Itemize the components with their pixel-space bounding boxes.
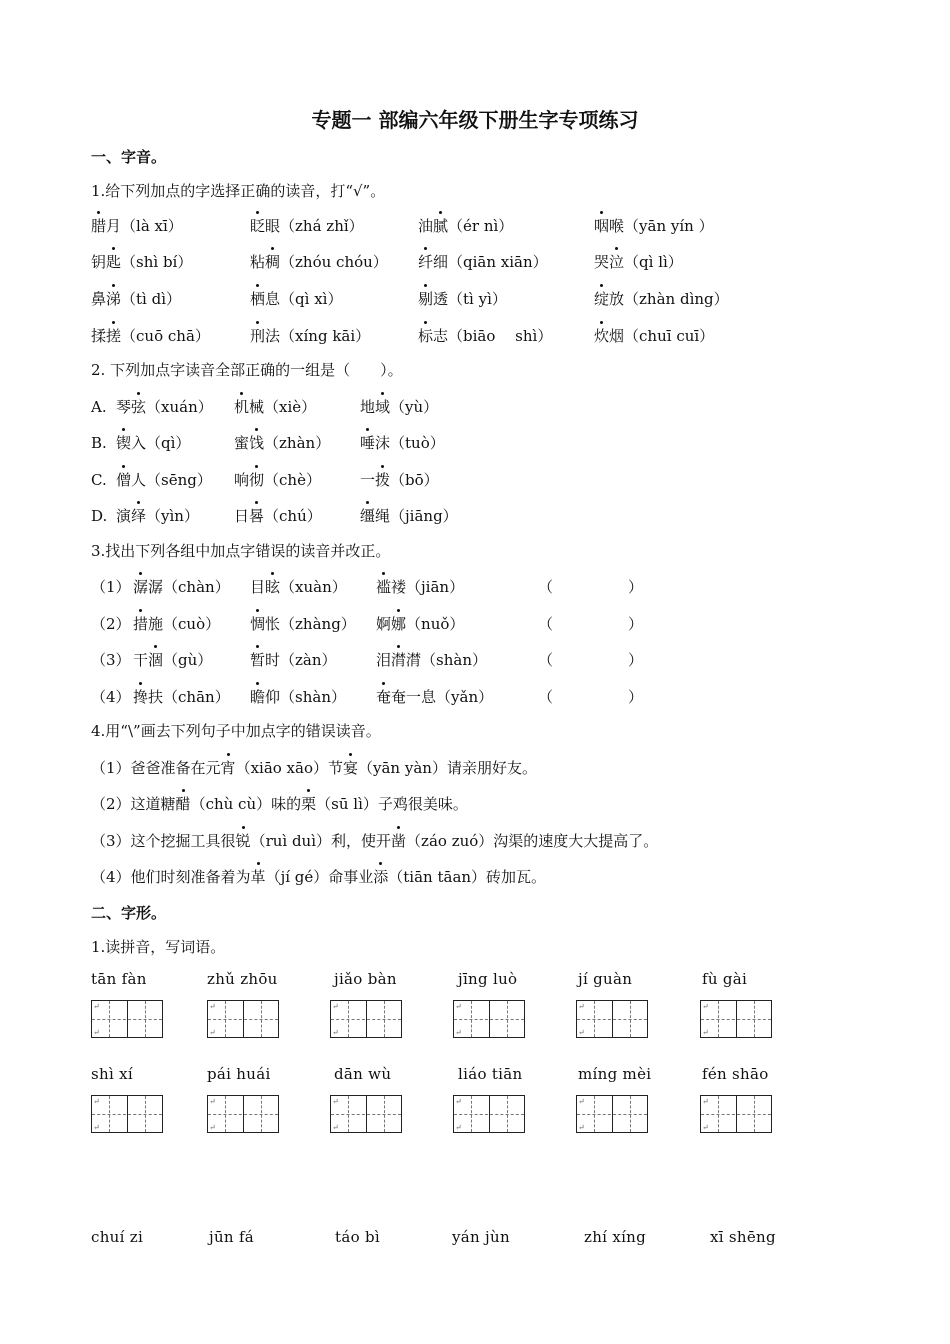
- sentence-text: （2）这道糖: [91, 795, 176, 813]
- option-label: A.: [91, 398, 107, 416]
- option-word: [116, 397, 213, 417]
- pinyin-prompt: tān fàn: [91, 970, 147, 988]
- word-text: 演: [116, 507, 132, 525]
- dotted-character: 栗: [301, 795, 317, 813]
- sentence-text: （4）他们时刻准备着为: [91, 868, 251, 886]
- word-text: 潸: [406, 651, 422, 669]
- sentence: [91, 758, 537, 778]
- pinyin-prompt: míng mèi: [578, 1065, 652, 1083]
- pinyin-options: （shàn）: [421, 651, 488, 669]
- pinyin-options: （tì dì）: [121, 290, 182, 308]
- answer-blank: （ ）: [538, 615, 644, 633]
- pinyin-prompt: chuí zi: [91, 1228, 144, 1246]
- word-text: 潺: [148, 578, 164, 596]
- word-text: 钥: [91, 253, 107, 271]
- pinyin-options: （gù）: [163, 651, 213, 669]
- correction-word: [133, 650, 212, 670]
- question-prompt: 4.用“\”画去下列句子中加点字的错误读音。: [91, 722, 381, 740]
- dotted-character: 眩: [265, 578, 281, 596]
- dotted-character: 凿: [391, 832, 407, 850]
- option-word: [234, 433, 330, 453]
- pinyin-prompt: liáo tiān: [458, 1065, 523, 1083]
- dotted-character: 涸: [148, 651, 164, 669]
- pinyin-prompt: jí guàn: [578, 970, 633, 988]
- dotted-character: 绎: [131, 507, 147, 525]
- dotted-character: 剔: [418, 290, 434, 308]
- pinyin-prompt: fù gài: [702, 970, 748, 988]
- answer-blank: （ ）: [538, 688, 644, 706]
- dotted-character: 惆: [250, 615, 266, 633]
- pinyin-prompt: jīng luò: [458, 970, 518, 988]
- return-mark: ↵: [93, 1002, 100, 1011]
- question-prompt: 3.找出下列各组中加点字错误的读音并改正。: [91, 542, 391, 560]
- sentence-text: （ruì duì）利，使开: [250, 832, 392, 850]
- item-number: （4）: [91, 688, 131, 706]
- pinyin-prompt: yán jùn: [452, 1228, 510, 1246]
- pinyin-options: （shì bí）: [121, 253, 193, 271]
- dotted-character: 锲: [116, 434, 132, 452]
- pinyin-options: （chú）: [264, 507, 322, 525]
- dotted-character: 僧: [116, 471, 132, 489]
- word-text: 揉: [91, 327, 107, 345]
- word-text: 法: [265, 327, 281, 345]
- pinyin-options: （qì）: [146, 434, 191, 452]
- word-text: 放: [609, 290, 625, 308]
- dotted-character: 革: [250, 868, 266, 886]
- word-text: 志: [433, 327, 449, 345]
- correction-word: [133, 577, 230, 597]
- pinyin-prompt: zhǔ zhōu: [207, 970, 278, 988]
- sentence-text: （xiāo xāo）节: [235, 759, 343, 777]
- return-mark: ↵: [702, 1097, 709, 1106]
- dotted-character: 腊: [91, 217, 107, 235]
- sentence: [91, 831, 658, 851]
- word-text: 日: [234, 507, 250, 525]
- grid-line: [454, 1114, 524, 1115]
- writing-grid[interactable]: [453, 1095, 525, 1133]
- grid-line: [701, 1114, 771, 1115]
- word-text: 响: [234, 471, 250, 489]
- word-text: 哭: [594, 253, 610, 271]
- word-text: 透: [433, 290, 449, 308]
- option-word: [360, 433, 445, 453]
- word-text: 怅: [265, 615, 281, 633]
- dotted-character: 绽: [594, 290, 610, 308]
- return-mark: ↵: [93, 1097, 100, 1106]
- dotted-character: 饯: [249, 434, 265, 452]
- word-text: 沫: [375, 434, 391, 452]
- option-word: [234, 470, 321, 490]
- word-text: 泪: [376, 651, 392, 669]
- dotted-character: 搀: [133, 688, 149, 706]
- writing-grid[interactable]: [700, 1095, 772, 1133]
- correction-word: [133, 687, 230, 707]
- dotted-character: 醋: [175, 795, 191, 813]
- correction-word: [376, 577, 464, 597]
- return-mark: ↵: [578, 1028, 585, 1037]
- writing-grid[interactable]: [453, 1000, 525, 1038]
- dotted-character: 腻: [433, 217, 449, 235]
- reading-choice-item: [594, 289, 729, 309]
- pinyin-options: （chān）: [163, 688, 230, 706]
- dotted-character: 弦: [131, 398, 147, 416]
- word-text: 琴: [116, 398, 132, 416]
- word-text: 喉: [609, 217, 625, 235]
- grid-line: [208, 1019, 278, 1020]
- pinyin-options: （zhóu chóu）: [280, 253, 388, 271]
- pinyin-options: （yān yín ）: [624, 217, 714, 235]
- writing-grid[interactable]: [207, 1095, 279, 1133]
- section-heading: 一、字音。: [91, 148, 167, 166]
- dotted-character: 匙: [106, 253, 122, 271]
- correction-word: [250, 687, 346, 707]
- reading-choice-item: [91, 289, 181, 309]
- question-prompt: 1.给下列加点的字选择正确的读音，打“√”。: [91, 182, 386, 200]
- pinyin-options: （xíng kāi）: [280, 327, 371, 345]
- item-number: （3）: [91, 651, 131, 669]
- dotted-character: 标: [418, 327, 434, 345]
- correction-word: [376, 687, 493, 707]
- writing-grid[interactable]: [91, 1095, 163, 1133]
- pinyin-options: （tuò）: [390, 434, 445, 452]
- dotted-character: 泣: [609, 253, 625, 271]
- reading-choice-item: [418, 252, 548, 272]
- pinyin-prompt: jūn fá: [209, 1228, 255, 1246]
- option-word: [234, 397, 316, 417]
- grid-line: [92, 1019, 162, 1020]
- pinyin-options: （biāo shì）: [448, 327, 553, 345]
- word-text: 干: [133, 651, 149, 669]
- dotted-character: 潸: [391, 651, 407, 669]
- return-mark: ↵: [209, 1123, 216, 1132]
- answer-blank: （ ）: [538, 651, 644, 669]
- dotted-character: 纤: [418, 253, 434, 271]
- word-text: 奄一息: [391, 688, 437, 706]
- word-text: 械: [249, 398, 265, 416]
- sentence: [91, 867, 546, 887]
- sentence: [91, 794, 468, 814]
- pinyin-options: （là xī）: [121, 217, 183, 235]
- word-text: 褛: [391, 578, 407, 596]
- reading-choice-item: [594, 326, 714, 346]
- dotted-character: 潺: [133, 578, 149, 596]
- return-mark: ↵: [455, 1028, 462, 1037]
- reading-choice-item: [594, 216, 714, 236]
- sentence-text: （yān yàn）请亲朋好友。: [358, 759, 537, 777]
- word-text: 婀: [376, 615, 392, 633]
- pinyin-options: （cuō chā）: [121, 327, 210, 345]
- word-text: 一: [360, 471, 376, 489]
- dotted-character: 眨: [250, 217, 266, 235]
- pinyin-options: （qiān xiān）: [448, 253, 548, 271]
- sentence-text: （záo zuó）沟渠的速度大大提高了。: [406, 832, 659, 850]
- word-text: 鼻: [91, 290, 107, 308]
- return-mark: ↵: [702, 1002, 709, 1011]
- writing-grid[interactable]: [700, 1000, 772, 1038]
- dotted-character: 涕: [106, 290, 122, 308]
- pinyin-options: （chuī cuī）: [624, 327, 715, 345]
- grid-line: [701, 1019, 771, 1020]
- reading-choice-item: [594, 252, 683, 272]
- dotted-character: 褴: [376, 578, 392, 596]
- dotted-character: 栖: [250, 290, 266, 308]
- grid-line: [331, 1114, 401, 1115]
- option-label: D.: [91, 507, 108, 525]
- pinyin-options: （chàn）: [163, 578, 230, 596]
- grid-line: [208, 1114, 278, 1115]
- pinyin-options: （chè）: [264, 471, 321, 489]
- return-mark: ↵: [332, 1123, 339, 1132]
- writing-grid[interactable]: [207, 1000, 279, 1038]
- return-mark: ↵: [93, 1123, 100, 1132]
- dotted-character: 搓: [106, 327, 122, 345]
- pinyin-options: （qì lì）: [624, 253, 683, 271]
- word-text: 蜜: [234, 434, 250, 452]
- dotted-character: 奄: [376, 688, 392, 706]
- dotted-character: 措: [133, 615, 149, 633]
- item-number: （1）: [91, 578, 131, 596]
- return-mark: ↵: [578, 1123, 585, 1132]
- pinyin-options: （ér nì）: [448, 217, 514, 235]
- reading-choice-item: [91, 326, 210, 346]
- dotted-character: 暂: [250, 651, 266, 669]
- sentence-text: （1）爸爸准备在元: [91, 759, 221, 777]
- return-mark: ↵: [209, 1028, 216, 1037]
- word-text: 目: [250, 578, 266, 596]
- writing-grid[interactable]: [330, 1000, 402, 1038]
- pinyin-prompt: zhí xíng: [584, 1228, 647, 1246]
- return-mark: ↵: [455, 1123, 462, 1132]
- dotted-character: 彻: [249, 471, 265, 489]
- word-text: 扶: [148, 688, 164, 706]
- pinyin-prompt: jiǎo bàn: [334, 970, 397, 988]
- return-mark: ↵: [93, 1028, 100, 1037]
- pinyin-options: （jiāng）: [390, 507, 458, 525]
- pinyin-options: （bō）: [390, 471, 439, 489]
- word-text: 入: [131, 434, 147, 452]
- reading-choice-item: [418, 216, 513, 236]
- pinyin-options: （qì xì）: [280, 290, 343, 308]
- option-word: [116, 433, 190, 453]
- reading-choice-item: [418, 326, 552, 346]
- dotted-character: 刑: [250, 327, 266, 345]
- pinyin-options: （nuǒ）: [406, 615, 465, 633]
- answer-blank: （ ）: [538, 578, 644, 596]
- word-text: 月: [106, 217, 122, 235]
- option-word: [360, 470, 439, 490]
- pinyin-prompt: xī shēng: [710, 1228, 776, 1246]
- pinyin-options: （tì yì）: [448, 290, 507, 308]
- pinyin-options: （cuò）: [163, 615, 221, 633]
- word-text: 息: [265, 290, 281, 308]
- word-text: 仰: [265, 688, 281, 706]
- grid-line: [577, 1019, 647, 1020]
- correction-word: [250, 614, 356, 634]
- pinyin-options: （zhàn）: [264, 434, 331, 452]
- dotted-character: 缰: [360, 507, 376, 525]
- return-mark: ↵: [702, 1028, 709, 1037]
- word-text: 施: [148, 615, 164, 633]
- sentence-text: （sū lì）子鸡很美味。: [316, 795, 468, 813]
- sentence-text: （jí gé）命事业: [265, 868, 374, 886]
- correction-word: [250, 650, 337, 670]
- option-label: B.: [91, 434, 107, 452]
- pinyin-options: （xuán）: [146, 398, 213, 416]
- word-text: 眼: [265, 217, 281, 235]
- grid-line: [454, 1019, 524, 1020]
- dotted-character: 稠: [265, 253, 281, 271]
- reading-choice-item: [250, 289, 342, 309]
- word-text: 油: [418, 217, 434, 235]
- writing-grid[interactable]: [330, 1095, 402, 1133]
- dotted-character: 咽: [594, 217, 610, 235]
- reading-choice-item: [250, 326, 370, 346]
- pinyin-options: （yìn）: [146, 507, 199, 525]
- page-title: 专题一 部编六年级下册生字专项练习: [311, 108, 639, 132]
- return-mark: ↵: [209, 1097, 216, 1106]
- word-text: 细: [433, 253, 449, 271]
- pinyin-options: （yǎn）: [436, 688, 494, 706]
- correction-word: [376, 650, 487, 670]
- dotted-character: 域: [375, 398, 391, 416]
- reading-choice-item: [91, 252, 192, 272]
- return-mark: ↵: [455, 1002, 462, 1011]
- return-mark: ↵: [209, 1002, 216, 1011]
- correction-word: [250, 577, 347, 597]
- grid-line: [577, 1114, 647, 1115]
- correction-word: [133, 614, 220, 634]
- word-text: 粘: [250, 253, 266, 271]
- dotted-character: 唾: [360, 434, 376, 452]
- dotted-character: 娜: [391, 615, 407, 633]
- question-prompt: 2. 下列加点字读音全部正确的一组是（ ）。: [91, 361, 403, 379]
- pinyin-options: （jiān）: [406, 578, 465, 596]
- dotted-character: 宴: [343, 759, 359, 777]
- option-label: C.: [91, 471, 107, 489]
- reading-choice-item: [250, 252, 388, 272]
- option-word: [360, 506, 458, 526]
- word-text: 烟: [609, 327, 625, 345]
- writing-grid[interactable]: [576, 1095, 648, 1133]
- dotted-character: 拨: [375, 471, 391, 489]
- sentence-text: （3）这个挖掘工具很: [91, 832, 236, 850]
- return-mark: ↵: [332, 1002, 339, 1011]
- pinyin-options: （xiè）: [264, 398, 317, 416]
- dotted-character: 锐: [235, 832, 251, 850]
- reading-choice-item: [250, 216, 364, 236]
- pinyin-prompt: fén shāo: [702, 1065, 769, 1083]
- return-mark: ↵: [332, 1097, 339, 1106]
- item-number: （2）: [91, 615, 131, 633]
- sentence-text: （chù cù）味的: [190, 795, 302, 813]
- option-word: [116, 470, 212, 490]
- return-mark: ↵: [578, 1002, 585, 1011]
- grid-line: [92, 1114, 162, 1115]
- dotted-character: 瞻: [250, 688, 266, 706]
- word-text: 人: [131, 471, 147, 489]
- word-text: 时: [265, 651, 281, 669]
- option-word: [360, 397, 438, 417]
- dotted-character: 添: [373, 868, 389, 886]
- correction-word: [376, 614, 464, 634]
- word-text: 绳: [375, 507, 391, 525]
- section-heading: 二、字形。: [91, 904, 167, 922]
- pinyin-prompt: shì xí: [91, 1065, 133, 1083]
- dotted-character: 炊: [594, 327, 610, 345]
- word-text: 地: [360, 398, 376, 416]
- return-mark: ↵: [332, 1028, 339, 1037]
- pinyin-options: （shàn）: [280, 688, 346, 706]
- question-prompt: 1.读拼音，写词语。: [91, 938, 226, 956]
- sentence-text: （tiān tāan）砖加瓦。: [388, 868, 547, 886]
- pinyin-options: （yù）: [390, 398, 439, 416]
- pinyin-prompt: táo bì: [335, 1228, 380, 1246]
- return-mark: ↵: [578, 1097, 585, 1106]
- option-word: [234, 506, 322, 526]
- pinyin-prompt: pái huái: [207, 1065, 271, 1083]
- pinyin-prompt: dān wù: [334, 1065, 392, 1083]
- pinyin-options: （zàn）: [280, 651, 337, 669]
- return-mark: ↵: [702, 1123, 709, 1132]
- pinyin-options: （zhàn dìng）: [624, 290, 729, 308]
- pinyin-options: （xuàn）: [280, 578, 347, 596]
- writing-grid[interactable]: [576, 1000, 648, 1038]
- writing-grid[interactable]: [91, 1000, 163, 1038]
- reading-choice-item: [418, 289, 507, 309]
- pinyin-options: （sēng）: [146, 471, 212, 489]
- reading-choice-item: [91, 216, 183, 236]
- dotted-character: 机: [234, 398, 250, 416]
- return-mark: ↵: [455, 1097, 462, 1106]
- option-word: [116, 506, 199, 526]
- pinyin-options: （zhá zhǐ）: [280, 217, 364, 235]
- grid-line: [331, 1019, 401, 1020]
- pinyin-options: （zhàng）: [280, 615, 356, 633]
- dotted-character: 晷: [249, 507, 265, 525]
- dotted-character: 宵: [220, 759, 236, 777]
